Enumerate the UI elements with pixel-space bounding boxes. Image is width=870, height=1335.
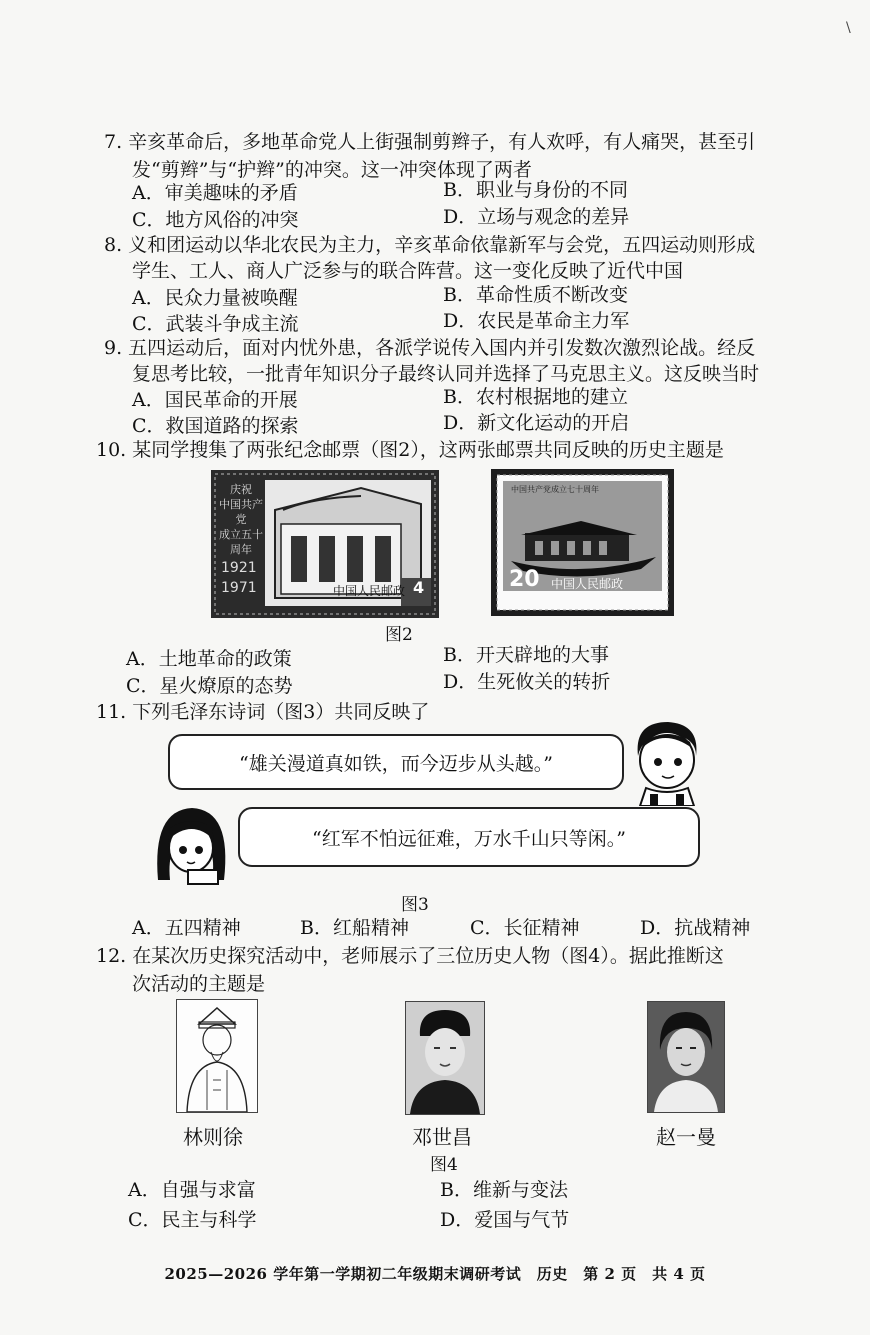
name-lin-zexu: 林则徐 — [183, 1125, 243, 1149]
q9-option-b: B．农村根据地的建立 — [443, 386, 628, 408]
q10-option-a: A．土地革命的政策 — [126, 648, 292, 670]
q11-line1: 11. 下列毛泽东诗词（图3）共同反映了 — [96, 701, 430, 723]
q8-line2: 学生、工人、商人广泛参与的联合阵营。这一变化反映了近代中国 — [132, 260, 684, 282]
stamp2-value: 20 — [509, 567, 540, 592]
figure4-caption: 图4 — [430, 1155, 458, 1175]
stamp1-text-2: 中国共产党 — [219, 498, 263, 526]
q9-line2: 复思考比较，一批青年知识分子最终认同并选择了马克思主义。这反映当时 — [132, 363, 760, 385]
q7-line1: 7. 辛亥革命后，多地革命党人上街强制剪辫子，有人欢呼，有人痛哭，甚至引 — [104, 131, 756, 153]
stamp1-value: 4 — [413, 578, 425, 597]
portrait-lin-zexu — [176, 999, 258, 1113]
stamp1-label: 中国人民邮政 — [333, 584, 406, 598]
q7-option-c: C．地方风俗的冲突 — [132, 209, 299, 231]
name-zhao-yiman: 赵一曼 — [656, 1125, 716, 1149]
q12-option-d: D．爱国与气节 — [440, 1209, 570, 1231]
q9-option-c: C．救国道路的探索 — [132, 415, 299, 437]
corner-mark: \ — [846, 20, 851, 36]
q10-option-c: C．星火燎原的态势 — [126, 675, 293, 697]
stamp-party-70th — [491, 469, 674, 616]
portrait-zhao-yiman — [647, 1001, 725, 1113]
q7-line2: 发“剪辫”与“护辫”的冲突。这一冲突体现了两者 — [132, 159, 532, 181]
speech-bubble-1: “雄关漫道真如铁，而今迈步从头越。” — [168, 734, 624, 790]
page-footer: 2025—2026 学年第一学期初二年级期末调研考试 历史 第 2 页 共 4 页 — [164, 1265, 706, 1283]
q12-line1: 12. 在某次历史探究活动中，老师展示了三位历史人物（图4）。据此推断这 — [96, 945, 724, 967]
q12-option-c: C．民主与科学 — [128, 1209, 257, 1231]
q10-line1: 10. 某同学搜集了两张纪念邮票（图2），这两张邮票共同反映的历史主题是 — [96, 439, 724, 461]
figure3-caption: 图3 — [401, 895, 429, 915]
name-deng-shichang: 邓世昌 — [412, 1125, 472, 1149]
q9-option-d: D．新文化运动的开启 — [443, 412, 630, 434]
q8-option-b: B．革命性质不断改变 — [443, 284, 628, 306]
q7-option-d: D．立场与观念的差异 — [443, 206, 630, 228]
q11-option-c: C．长征精神 — [470, 917, 580, 939]
q12-line2: 次活动的主题是 — [132, 973, 266, 995]
q8-option-d: D．农民是革命主力军 — [443, 310, 630, 332]
q11-option-a: A．五四精神 — [132, 917, 241, 939]
q11-option-d: D．抗战精神 — [640, 917, 751, 939]
q9-option-a: A．国民革命的开展 — [132, 389, 298, 411]
figure2-caption: 图2 — [385, 625, 413, 645]
stamp1-year-1921: 1921 — [221, 560, 257, 576]
q9-line1: 9. 五四运动后，面对内忧外患，各派学说传入国内并引发数次激烈论战。经反 — [104, 337, 756, 359]
stamp2-label: 中国人民邮政 — [551, 577, 624, 591]
q11-option-b: B．红船精神 — [300, 917, 409, 939]
portrait-deng-shichang — [405, 1001, 485, 1115]
q8-line1: 8. 义和团运动以华北农民为主力，辛亥革命依靠新军与会党，五四运动则形成 — [104, 234, 756, 256]
boy-cartoon-icon — [624, 716, 710, 806]
q8-option-a: A．民众力量被唤醒 — [132, 287, 298, 309]
q8-option-c: C．武装斗争成主流 — [132, 313, 299, 335]
q12-option-b: B．维新与变法 — [440, 1179, 568, 1201]
stamp1-caption — [219, 482, 263, 557]
stamp1-year-1971: 1971 — [221, 580, 257, 596]
stamp-party-50th — [211, 470, 439, 618]
q10-option-b: B．开天辟地的大事 — [443, 644, 609, 666]
q7-option-b: B．职业与身份的不同 — [443, 179, 628, 201]
q10-option-d: D．生死攸关的转折 — [443, 671, 611, 693]
q7-option-a: A．审美趣味的矛盾 — [132, 182, 298, 204]
girl-cartoon-icon — [148, 800, 234, 888]
stamp1-years — [221, 558, 257, 598]
speech-bubble-2: “红军不怕远征难，万水千山只等闲。” — [238, 807, 700, 867]
stamp1-text-3: 成立五十周年 — [219, 528, 263, 556]
stamp2-text: 中国共产党成立七十周年 — [511, 485, 599, 494]
stamp1-text-1: 庆祝 — [230, 483, 252, 496]
q12-option-a: A．自强与求富 — [128, 1179, 256, 1201]
